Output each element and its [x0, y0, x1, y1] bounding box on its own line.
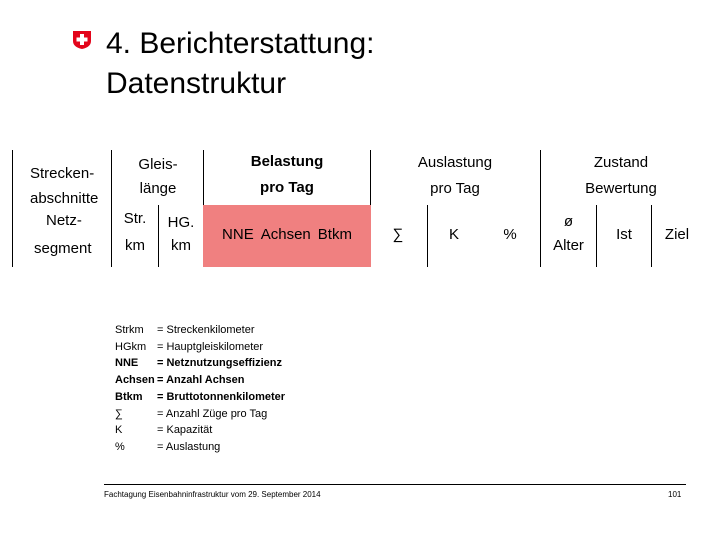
legend-row [115, 406, 285, 423]
alter-label: Alter [553, 237, 584, 254]
swiss-cross-logo [72, 30, 92, 50]
legend-value: = Streckenkilometer [157, 324, 255, 336]
header-strecken-line2: abschnitte [30, 190, 99, 207]
btkm-label: Btkm [317, 226, 352, 243]
legend-key: K [115, 424, 123, 437]
row-netz-line1: Netz- [46, 212, 82, 229]
legend-key: NNE [115, 357, 139, 370]
capacity-label: K [448, 226, 459, 243]
legend-row [115, 372, 285, 389]
legend-key: HGkm [115, 340, 147, 353]
footer-event-text: Fachtagung Eisenbahninfrastruktur vom 29. September 2014 [104, 490, 321, 499]
legend-row [115, 439, 285, 456]
legend-value: = Anzahl Achsen [157, 374, 245, 387]
page-number: 101 [668, 490, 682, 499]
str-km-line2: km [125, 237, 145, 254]
header-auslastung-line1: Auslastung [417, 154, 493, 171]
legend-value: = Bruttotonnenkilometer [157, 390, 286, 403]
legend-key: Btkm [115, 390, 143, 403]
sum-symbol: ∑ [392, 226, 404, 243]
table-left-border [12, 150, 13, 267]
achsen-label: Achsen [260, 226, 311, 243]
abbreviation-legend [115, 322, 285, 456]
legend-key: ∑ [115, 407, 123, 420]
header-zustand-line2: Bewertung [585, 180, 657, 197]
header-gleis-line2: länge [139, 180, 177, 197]
legend-row [115, 355, 285, 372]
legend-key: Achsen [115, 374, 155, 387]
header-gleis-line1: Gleis- [138, 156, 178, 173]
header-zustand-line1: Zustand [593, 154, 649, 171]
hg-km-line1: HG. [167, 214, 195, 231]
belastung-units-row [203, 226, 371, 244]
legend-value: = Kapazität [157, 424, 213, 437]
legend-row [115, 339, 285, 356]
header-auslastung-line2: pro Tag [430, 180, 480, 197]
nne-label: NNE [222, 226, 254, 243]
legend-value: = Hauptgleiskilometer [157, 340, 264, 353]
page-title: 4. Berichterstattung: Datenstruktur [106, 27, 375, 100]
legend-value: = Netznutzungseffizienz [157, 357, 282, 370]
ist-label: Ist [616, 226, 632, 243]
header-strecken-line1: Strecken- [30, 165, 95, 182]
avg-symbol: ø [563, 213, 574, 230]
column-divider [427, 205, 428, 267]
row-netz-line2: segment [34, 240, 92, 257]
legend-row [115, 422, 285, 439]
legend-key: % [115, 440, 125, 453]
str-km-line1: Str. [123, 210, 147, 227]
percent-label: % [503, 226, 517, 243]
footer-divider [104, 484, 686, 485]
legend-value: = Auslastung [157, 440, 221, 453]
hg-km-line2: km [171, 237, 191, 254]
header-belastung-line1: Belastung [250, 153, 324, 170]
legend-row [115, 389, 285, 406]
legend-key: Strkm [115, 324, 144, 336]
cross-horizontal [77, 38, 88, 42]
ziel-label: Ziel [664, 226, 690, 243]
legend-value: = Anzahl Züge pro Tag [157, 407, 268, 420]
legend-row [115, 322, 285, 339]
header-belastung-line2: pro Tag [260, 179, 314, 196]
